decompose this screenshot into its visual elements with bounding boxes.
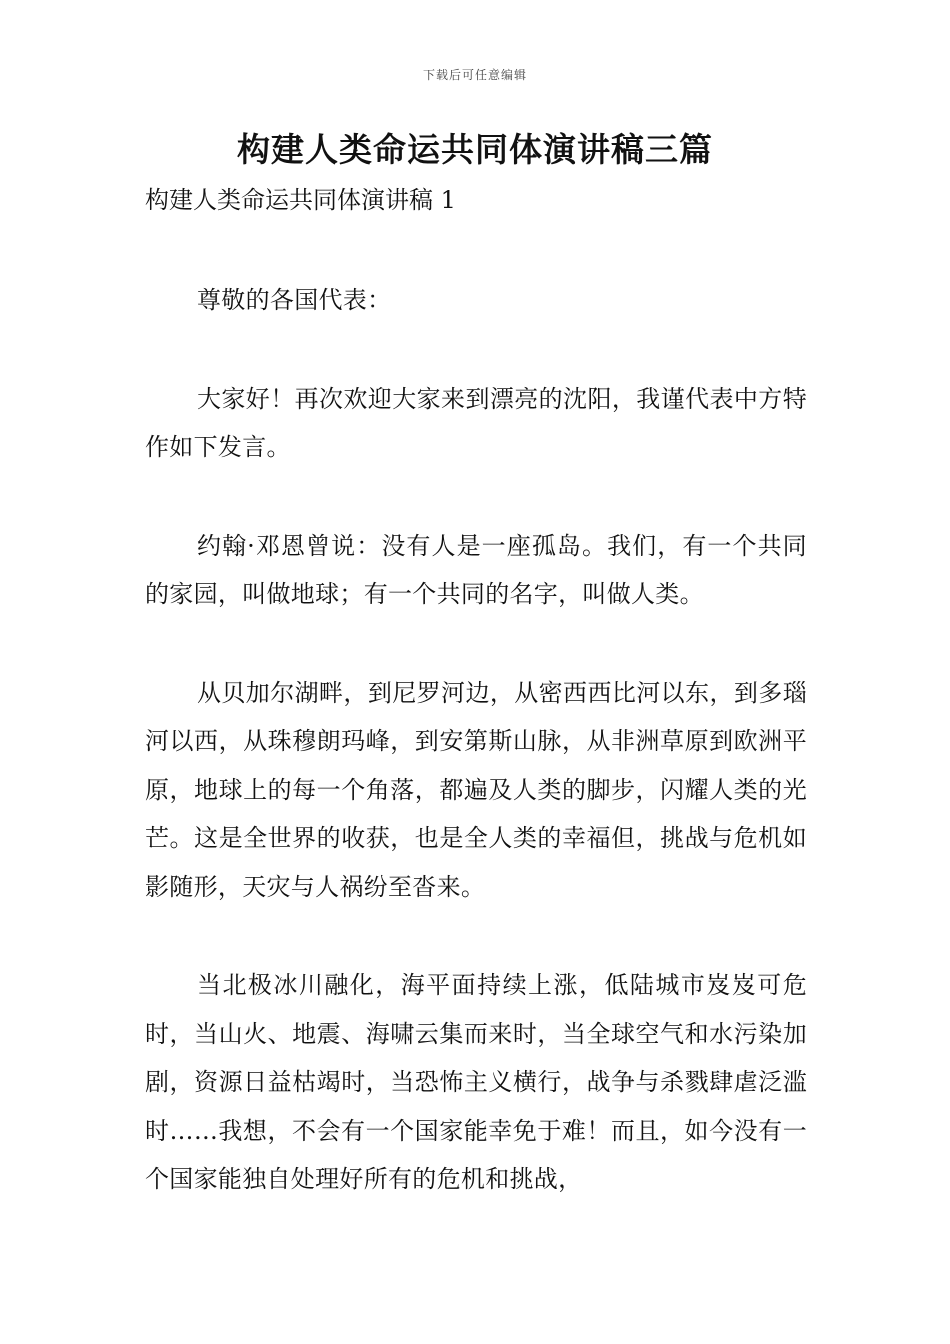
header-note: 下载后可任意编辑 [422, 68, 527, 82]
document-title: 构建人类命运共同体演讲稿三篇 [237, 130, 713, 169]
paragraph-crisis: 当北极冰川融化，海平面持续上涨，低陆城市岌岌可危时，当山火、地震、海啸云集而来时，当全球空气和水污染加剧，资源日益枯竭时，当恐怖主义横行，战争与杀戮肆虐泛滥时……我想，不会有一个国家能幸免于难！而且，如今没有一个国家能独自处理好所有的危机和挑战， [145, 971, 807, 1193]
body-text [145, 276, 807, 1204]
paragraph-greeting: 尊敬的各国代表： [197, 286, 392, 314]
section-subtitle: 构建人类命运共同体演讲稿 1 [145, 186, 456, 214]
paragraph-welcome: 大家好！再次欢迎大家来到漂亮的沈阳，我谨代表中方特作如下发言。 [145, 384, 807, 461]
paragraph-quote: 约翰·邓恩曾说：没有人是一座孤岛。我们，有一个共同的家园，叫做地球；有一个共同的名字，叫做人类。 [145, 531, 807, 608]
paragraph-world: 从贝加尔湖畔，到尼罗河边，从密西西比河以东，到多瑙河以西，从珠穆朗玛峰，到安第斯山脉，从非洲草原到欧洲平原，地球上的每一个角落，都遍及人类的脚步，闪耀人类的光芒。这是全世界的收获，也是全人类的幸福但，挑战与危机如影随形，天灾与人祸纷至沓来。 [145, 678, 807, 901]
